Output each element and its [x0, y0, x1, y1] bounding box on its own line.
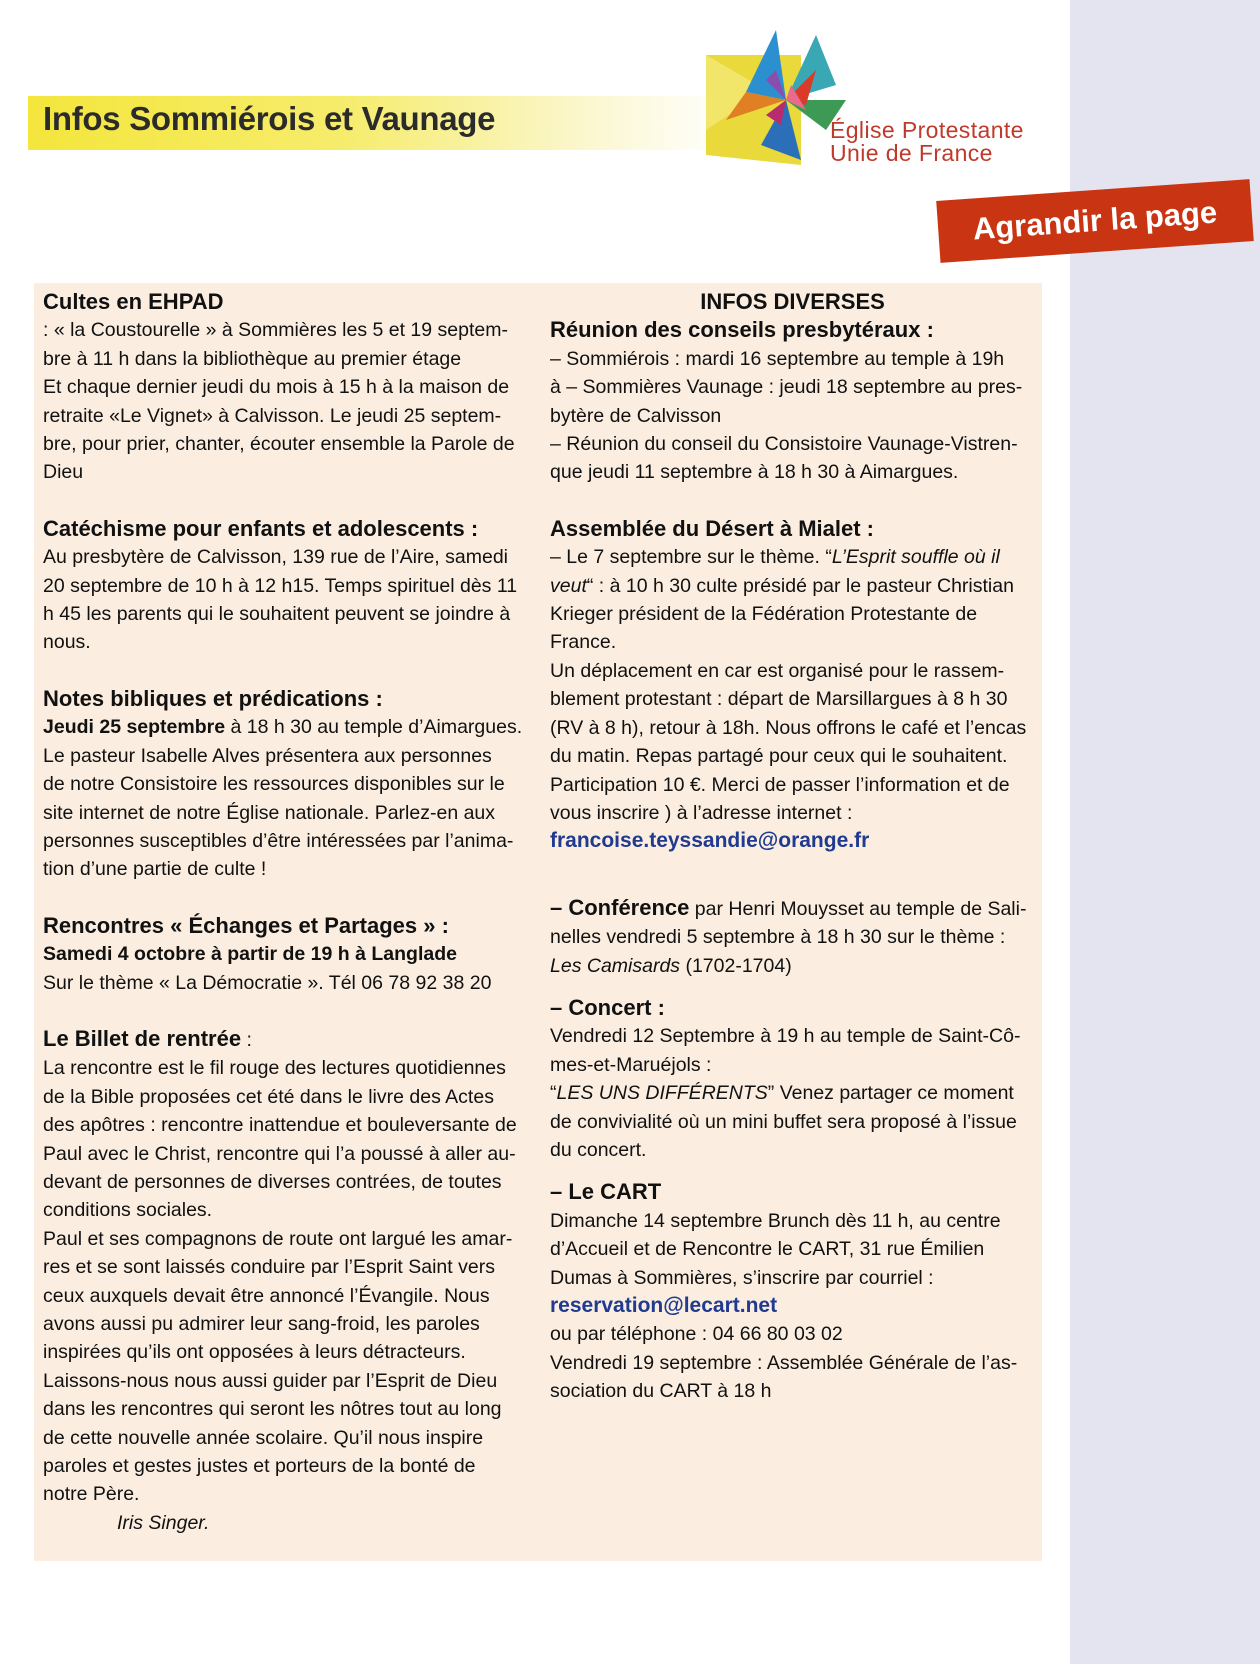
text-line: Paul et ses compagnons de route ont largué les amar-: [43, 1227, 513, 1250]
heading-cultes: Cultes en EHPAD: [43, 289, 224, 314]
text-line: Sur le thème « La Démocratie ». Tél 06 78 92 38 20: [43, 971, 492, 994]
text-line: Krieger président de la Fédération Protestante de: [550, 603, 978, 626]
text-line: sociation du CART à 18 h: [550, 1380, 772, 1403]
conference-theme: Les Camisards: [550, 954, 681, 977]
text-line: notre Père.: [43, 1483, 140, 1506]
text-line: bytère de Calvisson: [550, 404, 722, 427]
text-line: 20 septembre de 10 h à 12 h15. Temps spirituel dès 11: [43, 574, 518, 597]
concert-invite: ” Venez partager ce moment: [767, 1082, 1014, 1105]
text-line: du concert.: [550, 1138, 647, 1161]
text-line: [550, 572, 1035, 600]
text-line: de notre Consistoire les ressources disponibles sur le: [43, 773, 505, 796]
text-line: ceux auxquels devait être annoncé l’Évangile. Nous: [43, 1284, 490, 1307]
section-cart: [550, 1178, 1035, 1405]
conference-speaker: par Henri Mouysset au temple de Sali-: [689, 897, 1027, 920]
text-line: dans les rencontres qui seront les nôtres tout au long: [43, 1398, 502, 1421]
text-line: de cette nouvelle année scolaire. Qu’il nous inspire: [43, 1426, 484, 1449]
text-line: de la Bible proposées cet été dans le livre des Actes: [43, 1085, 494, 1108]
section-rencontres: [43, 912, 533, 997]
text-line: paroles et gestes justes et porteurs de la bonté de: [43, 1455, 476, 1478]
heading-notes: Notes bibliques et prédications :: [43, 685, 383, 711]
text-line: tion d’une partie de culte !: [43, 858, 267, 881]
text-line: [550, 952, 1035, 980]
text-line: [550, 894, 1035, 923]
heading-billet: Le Billet de rentrée: [43, 1025, 242, 1051]
spacer: [550, 884, 1035, 894]
text-line: Un déplacement en car est organisé pour le rassem-: [550, 659, 1005, 682]
section-notes: [43, 685, 533, 884]
text-line: inspirées qu’ils ont opposées à leurs détracteurs.: [43, 1341, 466, 1364]
text-line: Vendredi 12 Septembre à 19 h au temple de Saint-Cô-: [550, 1025, 1021, 1048]
desert-theme: L’Esprit souffle où il: [831, 546, 1000, 569]
section-billet: [43, 1025, 533, 1537]
text-line: [550, 1079, 1035, 1107]
desert-theme-end: veut: [550, 574, 587, 597]
heading-conference: – Conférence: [550, 894, 690, 920]
text-line: bre à 11 h dans la bibliothèque au premier étage: [43, 347, 462, 370]
heading-conseils: Réunion des conseils presbytéraux :: [550, 317, 934, 343]
text-line: Le pasteur Isabelle Alves présentera aux personnes: [43, 744, 492, 767]
heading-infos-diverses: INFOS DIVERSES: [700, 289, 885, 314]
email-link-teyssandie[interactable]: francoise.teyssandie@orange.fr: [550, 829, 870, 853]
text-line: Au presbytère de Calvisson, 139 rue de l’Aire, samedi: [43, 546, 508, 569]
text-line: [550, 543, 1035, 571]
text-line: du matin. Repas partagé pour ceux qui le souhaitent.: [550, 745, 1008, 768]
text-line: Dumas à Sommières, s’inscrire par courriel :: [550, 1266, 934, 1289]
concert-title: LES UNS DIFFÉRENTS: [556, 1082, 768, 1105]
text-line: [43, 713, 533, 741]
text-line: vous inscrire ) à l’adresse internet :: [550, 801, 853, 824]
email-link-lecart[interactable]: reservation@lecart.net: [550, 1294, 778, 1317]
heading-concert: – Concert :: [550, 994, 665, 1020]
text-line: – Sommiérois : mardi 16 septembre au temple à 19h: [550, 347, 1005, 370]
heading-catechisme: Catéchisme pour enfants et adolescents :: [43, 515, 479, 541]
text-line: nous.: [43, 631, 91, 654]
text-line: Dieu: [43, 461, 84, 484]
text-line: bre, pour prier, chanter, écouter ensemble la Parole de: [43, 433, 515, 456]
concert-quote-open: “: [550, 1082, 557, 1105]
desert-culte: “ : à 10 h 30 culte présidé par le pasteur Christian: [586, 574, 1014, 597]
text-line: Paul avec le Christ, rencontre qui l’a poussé à aller au-: [43, 1142, 516, 1165]
text-line: de convivialité où un mini buffet sera proposé à l’issue: [550, 1110, 1017, 1133]
text-line: – Réunion du conseil du Consistoire Vaunage-Vistren-: [550, 433, 1018, 456]
text-line: mes-et-Maruéjols :: [550, 1053, 712, 1076]
text-line: nelles vendredi 5 septembre à 18 h 30 sur le thème :: [550, 926, 1006, 949]
text-line: avons aussi pu admirer leur sang-froid, les paroles: [43, 1313, 480, 1335]
left-column: [43, 288, 533, 1565]
section-concert: [550, 994, 1035, 1164]
notes-place: à 18 h 30 au temple d’Aimargues.: [225, 716, 523, 739]
text-line: res et se sont laissés conduire par l’Esprit Saint vers: [43, 1256, 495, 1279]
desert-intro: – Le 7 septembre sur le thème. “: [550, 546, 832, 569]
text-line: (RV à 8 h), retour à 18h. Nous offrons le café et l’encas: [550, 716, 1027, 739]
logo-text-line2: Unie de France: [830, 140, 993, 166]
enlarge-page-button[interactable]: Agrandir la page: [936, 179, 1254, 263]
notes-date: Jeudi 25 septembre: [43, 716, 226, 739]
section-catechisme: [43, 515, 533, 657]
rencontres-date: Samedi 4 octobre à partir de 19 h à Langlade: [43, 943, 457, 966]
page-title: Infos Sommiérois et Vaunage: [43, 100, 496, 137]
text-line: conditions sociales.: [43, 1199, 213, 1222]
text-line: d’Accueil et de Rencontre le CART, 31 rue Émilien: [550, 1238, 985, 1261]
text-line: que jeudi 11 septembre à 18 h 30 à Aimargues.: [550, 461, 959, 484]
logo-text-line1: Église Protestante: [830, 117, 1024, 143]
text-line: Dimanche 14 septembre Brunch dès 11 h, au centre: [550, 1209, 1001, 1232]
text-line: : « la Coustourelle » à Sommières les 5 et 19 septem-: [43, 319, 508, 342]
text-line: La rencontre est le fil rouge des lectures quotidiennes: [43, 1057, 506, 1080]
text-line: à – Sommières Vaunage : jeudi 18 septembre au pres-: [550, 376, 1023, 399]
text-line: site internet de notre Église nationale. Parlez-en aux: [43, 801, 496, 824]
signature: Iris Singer.: [117, 1511, 210, 1534]
text-line: Participation 10 €. Merci de passer l’information et de: [550, 773, 1010, 796]
heading-billet-line: [43, 1025, 533, 1054]
heading-cart: – Le CART: [550, 1179, 662, 1205]
heading-rencontres: Rencontres « Échanges et Partages » :: [43, 912, 449, 938]
right-column: [550, 288, 1035, 1434]
text-line: Vendredi 19 septembre : Assemblée Générale de l’as-: [550, 1351, 1018, 1374]
section-desert: [550, 515, 1035, 856]
conference-years: (1702-1704): [680, 954, 792, 977]
section-cultes: [43, 288, 533, 487]
heading-billet-suffix: :: [241, 1028, 252, 1051]
text-line: blement protestant : départ de Marsillargues à 8 h 30: [550, 688, 1008, 711]
text-line: des apôtres : rencontre inattendue et bouleversante de: [43, 1114, 517, 1137]
text-line: devant de personnes de diverses contrées, de toutes: [43, 1170, 502, 1193]
text-line: France.: [550, 631, 617, 654]
text-line: Et chaque dernier jeudi du mois à 15 h à la maison de: [43, 376, 510, 399]
text-line: personnes susceptibles d’être intéressées par l’anima-: [43, 829, 514, 852]
text-line: retraite «Le Vignet» à Calvisson. Le jeudi 25 septem-: [43, 404, 502, 427]
heading-desert: Assemblée du Désert à Mialet :: [550, 515, 875, 541]
text-line: Laissons-nous nous aussi guider par l’Esprit de Dieu: [43, 1369, 498, 1392]
text-line: ou par téléphone : 04 66 80 03 02: [550, 1323, 843, 1346]
section-conseils: [550, 316, 1035, 486]
section-conference: [550, 894, 1035, 980]
text-line: h 45 les parents qui le souhaitent peuvent se joindre à: [43, 603, 511, 626]
